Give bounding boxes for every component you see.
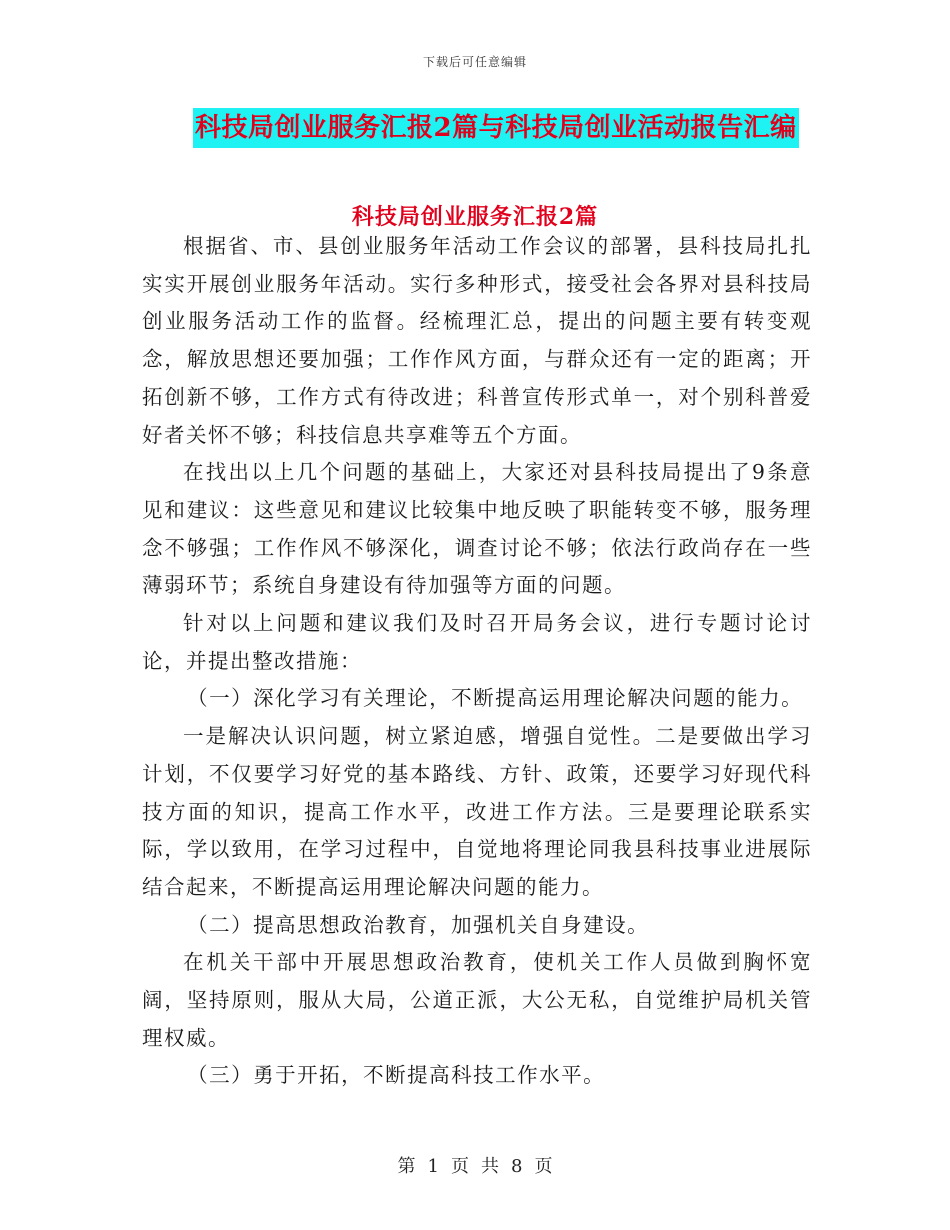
header-note: 下载后可任意编辑 <box>422 55 527 69</box>
section-title: 科技局创业服务汇报2篇 <box>351 204 599 230</box>
paragraph: 针对以上问题和建议我们及时召开局务会议，进行专题讨论讨论，并提出整改措施： <box>142 611 812 673</box>
paragraph: 在找出以上几个问题的基础上，大家还对县科技局提出了9条意见和建议：这些意见和建议比较集中地反映了职能转变不够，服务理念不够强；工作作风不够深化，调查讨论不够；依法行政尚存在一些薄弱环节；系统自身建设有待加强等方面的问题。 <box>142 460 812 598</box>
page-footer <box>0 1152 950 1178</box>
paragraph: 根据省、市、县创业服务年活动工作会议的部署，县科技局扎扎实实开展创业服务年活动。实行多种形式，接受社会各界对县科技局创业服务活动工作的监督。经梳理汇总，提出的问题主要有转变观念，解放思想还要加强；工作作风方面，与群众还有一定的距离；开拓创新不够，工作方式有待改进；科普宣传形式单一，对个别科普爱好者关怀不够；科技信息共享难等五个方面。 <box>142 234 812 447</box>
page-number: 1 <box>427 1156 439 1177</box>
section-heading: （一）深化学习有关理论，不断提高运用理论解决问题的能力。 <box>187 686 804 711</box>
total-label: 共 <box>481 1156 499 1177</box>
section-heading: （二）提高思想政治教育，加强机关自身建设。 <box>187 912 650 937</box>
paragraph: 在机关干部中开展思想政治教育，使机关工作人员做到胸怀宽阔，坚持原则，服从大局，公道正派，大公无私，自觉维护局机关管理权威。 <box>142 950 812 1050</box>
paragraph: 一是解决认识问题，树立紧迫感，增强自觉性。二是要做出学习计划，不仅要学习好党的基本路线、方针、政策，还要学习好现代科技方面的知识，提高工作水平，改进工作方法。三是要理论联系实际，学以致用，在学习过程中，自觉地将理论同我县科技事业进展际结合起来，不断提高运用理论解决问题的能力。 <box>142 724 812 899</box>
total-label-post: 页 <box>534 1156 553 1177</box>
page-label: 第 <box>397 1156 416 1177</box>
page-label-mid: 页 <box>451 1156 469 1177</box>
document-title: 科技局创业服务汇报2篇与科技局创业活动报告汇编 <box>193 108 799 148</box>
section-heading: （三）勇于开拓，不断提高科技工作水平。 <box>187 1063 606 1088</box>
total-pages: 8 <box>511 1156 523 1177</box>
document-body <box>142 228 812 1095</box>
